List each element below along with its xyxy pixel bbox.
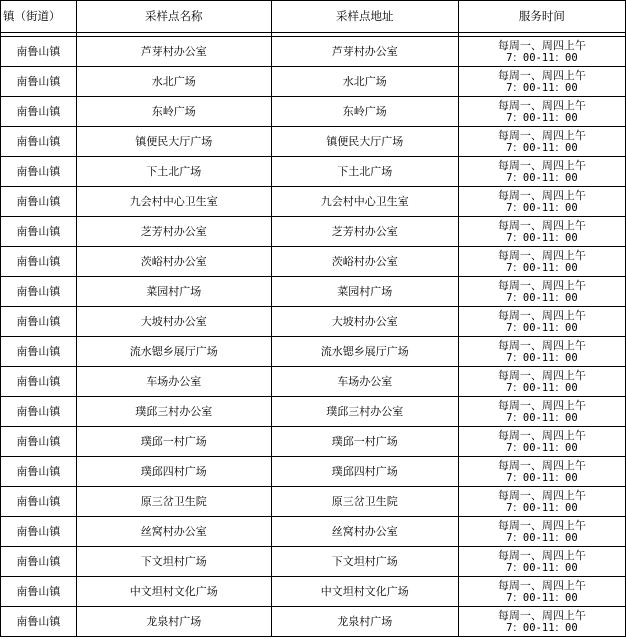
service-hours: 7：00-11：00: [506, 381, 578, 394]
service-time-cell[interactable]: [458, 487, 625, 517]
column-header-service-time: 服务时间: [458, 1, 625, 33]
site-name-cell[interactable]: 大坡村办公室: [76, 307, 271, 337]
service-time-cell[interactable]: [458, 607, 625, 637]
service-hours: 7：00-11：00: [506, 111, 578, 124]
table-row[interactable]: [1, 217, 626, 247]
site-address-cell[interactable]: 九会村中心卫生室: [271, 187, 458, 217]
town-cell[interactable]: 南鲁山镇: [1, 397, 77, 427]
town-cell[interactable]: 南鲁山镇: [1, 607, 77, 637]
table-row[interactable]: [1, 607, 626, 637]
table-row[interactable]: [1, 277, 626, 307]
service-days: 每周一、周四上午: [497, 68, 586, 82]
town-cell[interactable]: 南鲁山镇: [1, 37, 77, 67]
site-address-cell[interactable]: 丝窝村办公室: [271, 517, 458, 547]
service-hours: 7：00-11：00: [506, 501, 578, 514]
site-name-cell[interactable]: 镇便民大厅广场: [76, 127, 271, 157]
service-hours: 7：00-11：00: [506, 201, 578, 214]
service-days: 每周一、周四上午: [497, 128, 586, 142]
town-cell[interactable]: 南鲁山镇: [1, 247, 77, 277]
site-address-cell[interactable]: 车场办公室: [271, 367, 458, 397]
column-header-site-name: 采样点名称: [76, 1, 271, 33]
table-header-row: [1, 1, 626, 33]
service-time-cell[interactable]: [458, 157, 625, 187]
table-row[interactable]: [1, 457, 626, 487]
service-time-cell[interactable]: [458, 577, 625, 607]
service-hours: 7：00-11：00: [506, 171, 578, 184]
table-row[interactable]: [1, 337, 626, 367]
site-name-cell[interactable]: 九会村中心卫生室: [76, 187, 271, 217]
service-hours: 7：00-11：00: [506, 471, 578, 484]
table-row[interactable]: [1, 127, 626, 157]
town-cell[interactable]: 南鲁山镇: [1, 127, 77, 157]
column-header-town: 镇（街道）: [1, 1, 77, 33]
service-days: 每周一、周四上午: [497, 578, 586, 592]
table-row[interactable]: [1, 577, 626, 607]
service-days: 每周一、周四上午: [497, 278, 586, 292]
table-row[interactable]: [1, 367, 626, 397]
service-hours: 7：00-11：00: [506, 411, 578, 424]
site-address-cell[interactable]: 原三岔卫生院: [271, 487, 458, 517]
site-name-cell[interactable]: 璞邱一村广场: [76, 427, 271, 457]
site-address-cell[interactable]: 芝芳村办公室: [271, 217, 458, 247]
site-name-cell[interactable]: 东岭广场: [76, 97, 271, 127]
site-name-cell[interactable]: 龙泉村广场: [76, 607, 271, 637]
town-cell[interactable]: 南鲁山镇: [1, 427, 77, 457]
service-days: 每周一、周四上午: [497, 308, 586, 322]
service-time-cell[interactable]: [458, 127, 625, 157]
service-days: 每周一、周四上午: [497, 518, 586, 532]
service-time-cell[interactable]: [458, 367, 625, 397]
table-row[interactable]: [1, 427, 626, 457]
site-name-cell[interactable]: 下文坦村广场: [76, 547, 271, 577]
service-hours: 7：00-11：00: [506, 51, 578, 64]
service-time-cell[interactable]: [458, 217, 625, 247]
service-days: 每周一、周四上午: [497, 158, 586, 172]
site-name-cell[interactable]: 原三岔卫生院: [76, 487, 271, 517]
service-time-cell[interactable]: [458, 397, 625, 427]
town-cell[interactable]: 南鲁山镇: [1, 277, 77, 307]
site-address-cell[interactable]: 菜园村广场: [271, 277, 458, 307]
town-cell[interactable]: 南鲁山镇: [1, 457, 77, 487]
service-time-cell[interactable]: [458, 97, 625, 127]
service-days: 每周一、周四上午: [497, 248, 586, 262]
site-address-cell[interactable]: 大坡村办公室: [271, 307, 458, 337]
service-hours: 7：00-11：00: [506, 231, 578, 244]
service-time-cell[interactable]: [458, 337, 625, 367]
site-name-cell[interactable]: 丝窝村办公室: [76, 517, 271, 547]
table-row[interactable]: [1, 97, 626, 127]
service-time-cell[interactable]: [458, 277, 625, 307]
service-time-cell[interactable]: [458, 307, 625, 337]
service-days: 每周一、周四上午: [497, 488, 586, 502]
table-row[interactable]: [1, 247, 626, 277]
site-address-cell[interactable]: 下土北广场: [271, 157, 458, 187]
town-cell[interactable]: 南鲁山镇: [1, 547, 77, 577]
town-cell[interactable]: 南鲁山镇: [1, 97, 77, 127]
site-name-cell[interactable]: 菜园村广场: [76, 277, 271, 307]
site-name-cell[interactable]: 中文坦村文化广场: [76, 577, 271, 607]
site-address-cell[interactable]: 中文坦村文化广场: [271, 577, 458, 607]
service-hours: 7：00-11：00: [506, 441, 578, 454]
service-days: 每周一、周四上午: [497, 608, 586, 622]
town-cell[interactable]: 南鲁山镇: [1, 307, 77, 337]
site-name-cell[interactable]: 下土北广场: [76, 157, 271, 187]
site-name-cell[interactable]: 璞邱四村广场: [76, 457, 271, 487]
town-cell[interactable]: 南鲁山镇: [1, 337, 77, 367]
site-address-cell[interactable]: 水北广场: [271, 67, 458, 97]
town-cell[interactable]: 南鲁山镇: [1, 157, 77, 187]
service-days: 每周一、周四上午: [497, 98, 586, 112]
town-cell[interactable]: 南鲁山镇: [1, 67, 77, 97]
table-row[interactable]: [1, 37, 626, 67]
column-header-site-address: 采样点地址: [271, 1, 458, 33]
table-row[interactable]: [1, 187, 626, 217]
service-hours: 7：00-11：00: [506, 291, 578, 304]
service-time-cell[interactable]: [458, 547, 625, 577]
service-days: 每周一、周四上午: [497, 188, 586, 202]
table-row[interactable]: [1, 517, 626, 547]
site-name-cell[interactable]: 车场办公室: [76, 367, 271, 397]
table-row[interactable]: [1, 397, 626, 427]
service-time-cell[interactable]: [458, 427, 625, 457]
service-time-cell[interactable]: [458, 187, 625, 217]
service-hours: 7：00-11：00: [506, 321, 578, 334]
site-name-cell[interactable]: 璞邱三村办公室: [76, 397, 271, 427]
site-address-cell[interactable]: 璞邱四村广场: [271, 457, 458, 487]
service-hours: 7：00-11：00: [506, 621, 578, 634]
service-days: 每周一、周四上午: [497, 218, 586, 232]
site-address-cell[interactable]: 璞邱三村办公室: [271, 397, 458, 427]
site-address-cell[interactable]: 茨峪村办公室: [271, 247, 458, 277]
site-name-cell[interactable]: 芝芳村办公室: [76, 217, 271, 247]
site-name-cell[interactable]: 水北广场: [76, 67, 271, 97]
town-cell[interactable]: 南鲁山镇: [1, 217, 77, 247]
service-days: 每周一、周四上午: [497, 458, 586, 472]
service-days: 每周一、周四上午: [497, 368, 586, 382]
service-days: 每周一、周四上午: [497, 38, 586, 52]
table-row[interactable]: [1, 157, 626, 187]
site-name-cell[interactable]: 茨峪村办公室: [76, 247, 271, 277]
service-hours: 7：00-11：00: [506, 141, 578, 154]
site-address-cell[interactable]: 东岭广场: [271, 97, 458, 127]
town-cell[interactable]: 南鲁山镇: [1, 187, 77, 217]
table-row[interactable]: [1, 547, 626, 577]
site-address-cell[interactable]: 璞邱一村广场: [271, 427, 458, 457]
service-time-cell[interactable]: [458, 247, 625, 277]
service-days: 每周一、周四上午: [497, 548, 586, 562]
site-name-cell[interactable]: 流水锶乡展厅广场: [76, 337, 271, 367]
town-cell[interactable]: 南鲁山镇: [1, 517, 77, 547]
service-days: 每周一、周四上午: [497, 398, 586, 412]
service-hours: 7：00-11：00: [506, 261, 578, 274]
town-cell[interactable]: 南鲁山镇: [1, 487, 77, 517]
service-hours: 7：00-11：00: [506, 561, 578, 574]
service-days: 每周一、周四上午: [497, 428, 586, 442]
site-name-cell[interactable]: 芦芽村办公室: [76, 37, 271, 67]
site-address-cell[interactable]: 龙泉村广场: [271, 607, 458, 637]
service-time-cell[interactable]: [458, 517, 625, 547]
service-hours: 7：00-11：00: [506, 591, 578, 604]
site-address-cell[interactable]: 镇便民大厅广场: [271, 127, 458, 157]
table-row[interactable]: [1, 307, 626, 337]
service-time-cell[interactable]: [458, 37, 625, 67]
table-row[interactable]: [1, 67, 626, 97]
town-cell[interactable]: 南鲁山镇: [1, 367, 77, 397]
service-hours: 7：00-11：00: [506, 81, 578, 94]
town-cell[interactable]: 南鲁山镇: [1, 577, 77, 607]
site-address-cell[interactable]: 下文坦村广场: [271, 547, 458, 577]
site-address-cell[interactable]: 流水锶乡展厅广场: [271, 337, 458, 367]
service-time-cell[interactable]: [458, 67, 625, 97]
table-row[interactable]: [1, 487, 626, 517]
service-hours: 7：00-11：00: [506, 531, 578, 544]
service-hours: 7：00-11：00: [506, 351, 578, 364]
site-address-cell[interactable]: 芦芽村办公室: [271, 37, 458, 67]
service-days: 每周一、周四上午: [497, 338, 586, 352]
service-time-cell[interactable]: [458, 457, 625, 487]
